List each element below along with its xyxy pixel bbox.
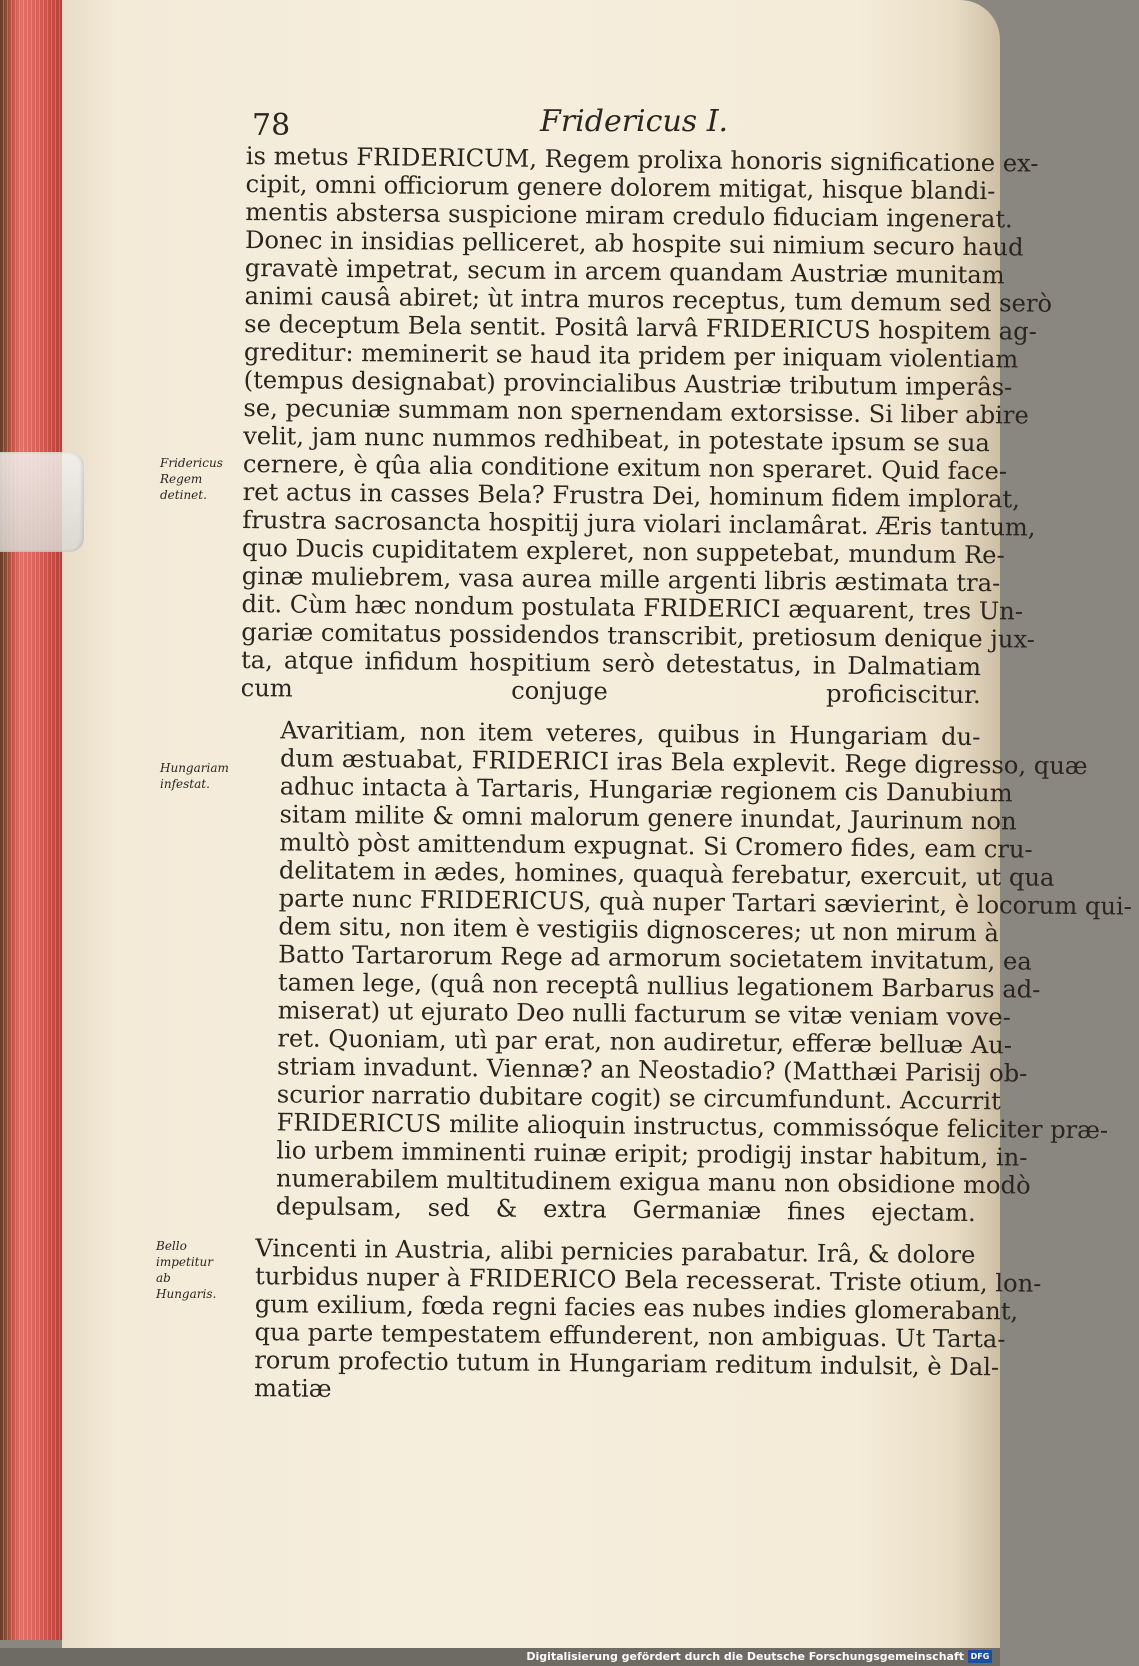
dfg-logo: DFG — [968, 1650, 992, 1663]
text-line: gum exilium, fœda regni facies eas nubes indies glomerabant, — [254, 1290, 1019, 1326]
margin-note: Bello impetitur ab Hungaris. — [156, 1239, 217, 1301]
text-line: gariæ comitatus possidendos transcribit, pretiosum denique jux- — [241, 617, 1035, 654]
paragraph — [234, 1234, 1042, 1409]
paragraph — [240, 142, 1053, 710]
text-line: se, pecuniæ summam non spernendam extorsisse. Si liber abire — [243, 393, 1029, 430]
body-text — [234, 142, 1133, 1409]
book-fore-edge — [0, 0, 70, 1640]
margin-note: Hungariam infestat. — [160, 761, 229, 791]
text-line: delitatem in ædes, homines, quaquà ferebatur, exercuit, ut qua — [278, 856, 1055, 892]
text-line: miserat) ut ejurato Deo nulli facturum se vitæ veniam vove- — [277, 996, 1012, 1032]
text-line: animi causâ abiret; ùt intra muros receptus, tum demum sed serò — [244, 281, 1053, 318]
text-line: sitam milite & omni malorum genere inundat, Jaurinum non — [279, 800, 1017, 836]
text-line: dem situ, non item è vestigiis dignosceres; ut non mirum à — [278, 912, 1000, 948]
text-line: scurior narratio dubitare cogit) se circumfundunt. Accurrit — [276, 1080, 1001, 1116]
text-line: turbidus nuper à FRIDERICO Bela recesserat. Triste otium, lon- — [254, 1262, 1042, 1298]
page-clip — [0, 452, 84, 552]
text-line: multò pòst amittendum expugnat. Si Cromero fides, eam cru- — [279, 828, 1033, 864]
text-line: tamen lege, (quâ non receptâ nullius legationem Barbarus ad- — [277, 968, 1041, 1004]
text-line: Donec in insidias pelliceret, ab hospite sui nimium securo haud — [244, 225, 1024, 262]
text-line: dit. Cùm hæc nondum postulata FRIDERICI æquarent, tres Un- — [241, 589, 1024, 626]
text-line: rorum profectio tutum in Hungariam reditum indulsit, è Dal- — [254, 1346, 1000, 1382]
paragraph — [236, 716, 1133, 1228]
text-line: adhuc intacta à Tartaris, Hungariæ regionem cis Danubium — [279, 772, 1013, 808]
text-line: cum conjuge proficiscitur. — [240, 673, 981, 710]
text-line: (tempus designabat) provincialibus Austriæ tributum imperâs- — [243, 365, 1013, 402]
text-line: mentis abstersa suspicione miram credulo fiduciam ingenerat. — [245, 197, 1013, 234]
text-line: Batto Tartarorum Rege ad armorum societatem invitatum, ea — [278, 940, 1032, 976]
text-line: quo Ducis cupiditatem expleret, non suppetebat, mundum Re- — [241, 533, 1005, 570]
page-number: 78 — [252, 108, 291, 143]
text-line: ret. Quoniam, utì par erat, non audiretur, efferæ belluæ Au- — [277, 1024, 1013, 1060]
text-line: gravatè impetrat, secum in arcem quandam Austriæ munitam — [244, 253, 1005, 290]
text-line: qua parte tempestatem effunderent, non ambiguas. Ut Tarta- — [254, 1318, 1006, 1354]
text-line: dum æstuabat, FRIDERICI iras Bela explevit. Rege digresso, quæ — [279, 744, 1088, 781]
digitization-credit: Digitalisierung gefördert durch die Deutsche Forschungsgemeinschaft — [526, 1650, 964, 1663]
text-line: ta, atque infidum hospitium serò detestatus, in Dalmatiam — [240, 645, 982, 682]
text-line: numerabilem multitudinem exigua manu non obsidione modò — [275, 1164, 1031, 1200]
running-head: Fridericus I. — [540, 104, 729, 139]
text-line: Vincenti in Austria, alibi pernicies parabatur. Irâ, & dolore — [255, 1234, 976, 1270]
text-line: FRIDERICUS milite alioquin instructus, commissóque feliciter præ- — [276, 1108, 1109, 1145]
text-line: is metus FRIDERICUM, Regem prolixa honoris significatione ex- — [245, 142, 1039, 178]
text-line: ret actus in casses Bela? Frustra Dei, hominum fidem implorat, — [242, 477, 1021, 514]
text-line: lio urbem imminenti ruinæ eripit; prodigij instar habitum, in- — [276, 1136, 1028, 1172]
text-line: greditur: meminerit se haud ita pridem per iniquam violentiam — [243, 337, 1019, 374]
text-line: cipit, omni officiorum genere dolorem mitigat, hisque blandi- — [245, 169, 996, 206]
catchword: matiæ — [253, 1374, 332, 1403]
text-line: parte nunc FRIDERICUS, quà nuper Tartari sævierint, è locorum qui- — [278, 884, 1133, 921]
text-line: cernere, è qûa alia conditione exitum non speraret. Quid face- — [242, 449, 1008, 486]
text-line: ginæ muliebrem, vasa aurea mille argenti libris æstimata tra- — [241, 561, 1001, 598]
margin-note: Fridericus Regem detinet. — [160, 456, 223, 502]
text-line: velit, jam nunc nummos redhibeat, in potestate ipsum se sua — [243, 421, 991, 458]
text-line: depulsam, sed & extra Germaniæ fines ejectam. — [275, 1192, 976, 1228]
text-line: Avaritiam, non item veteres, quibus in Hungariam du- — [280, 716, 981, 752]
text-line: se deceptum Bela sentit. Positâ larvâ FRIDERICUS hospitem ag- — [244, 309, 1037, 346]
text-line: frustra sacrosancta hospitij jura violari inclamârat. Æris tantum, — [242, 505, 1036, 542]
text-line: striam invadunt. Viennæ? an Neostadio? (Matthæi Parisij ob- — [276, 1052, 1028, 1088]
